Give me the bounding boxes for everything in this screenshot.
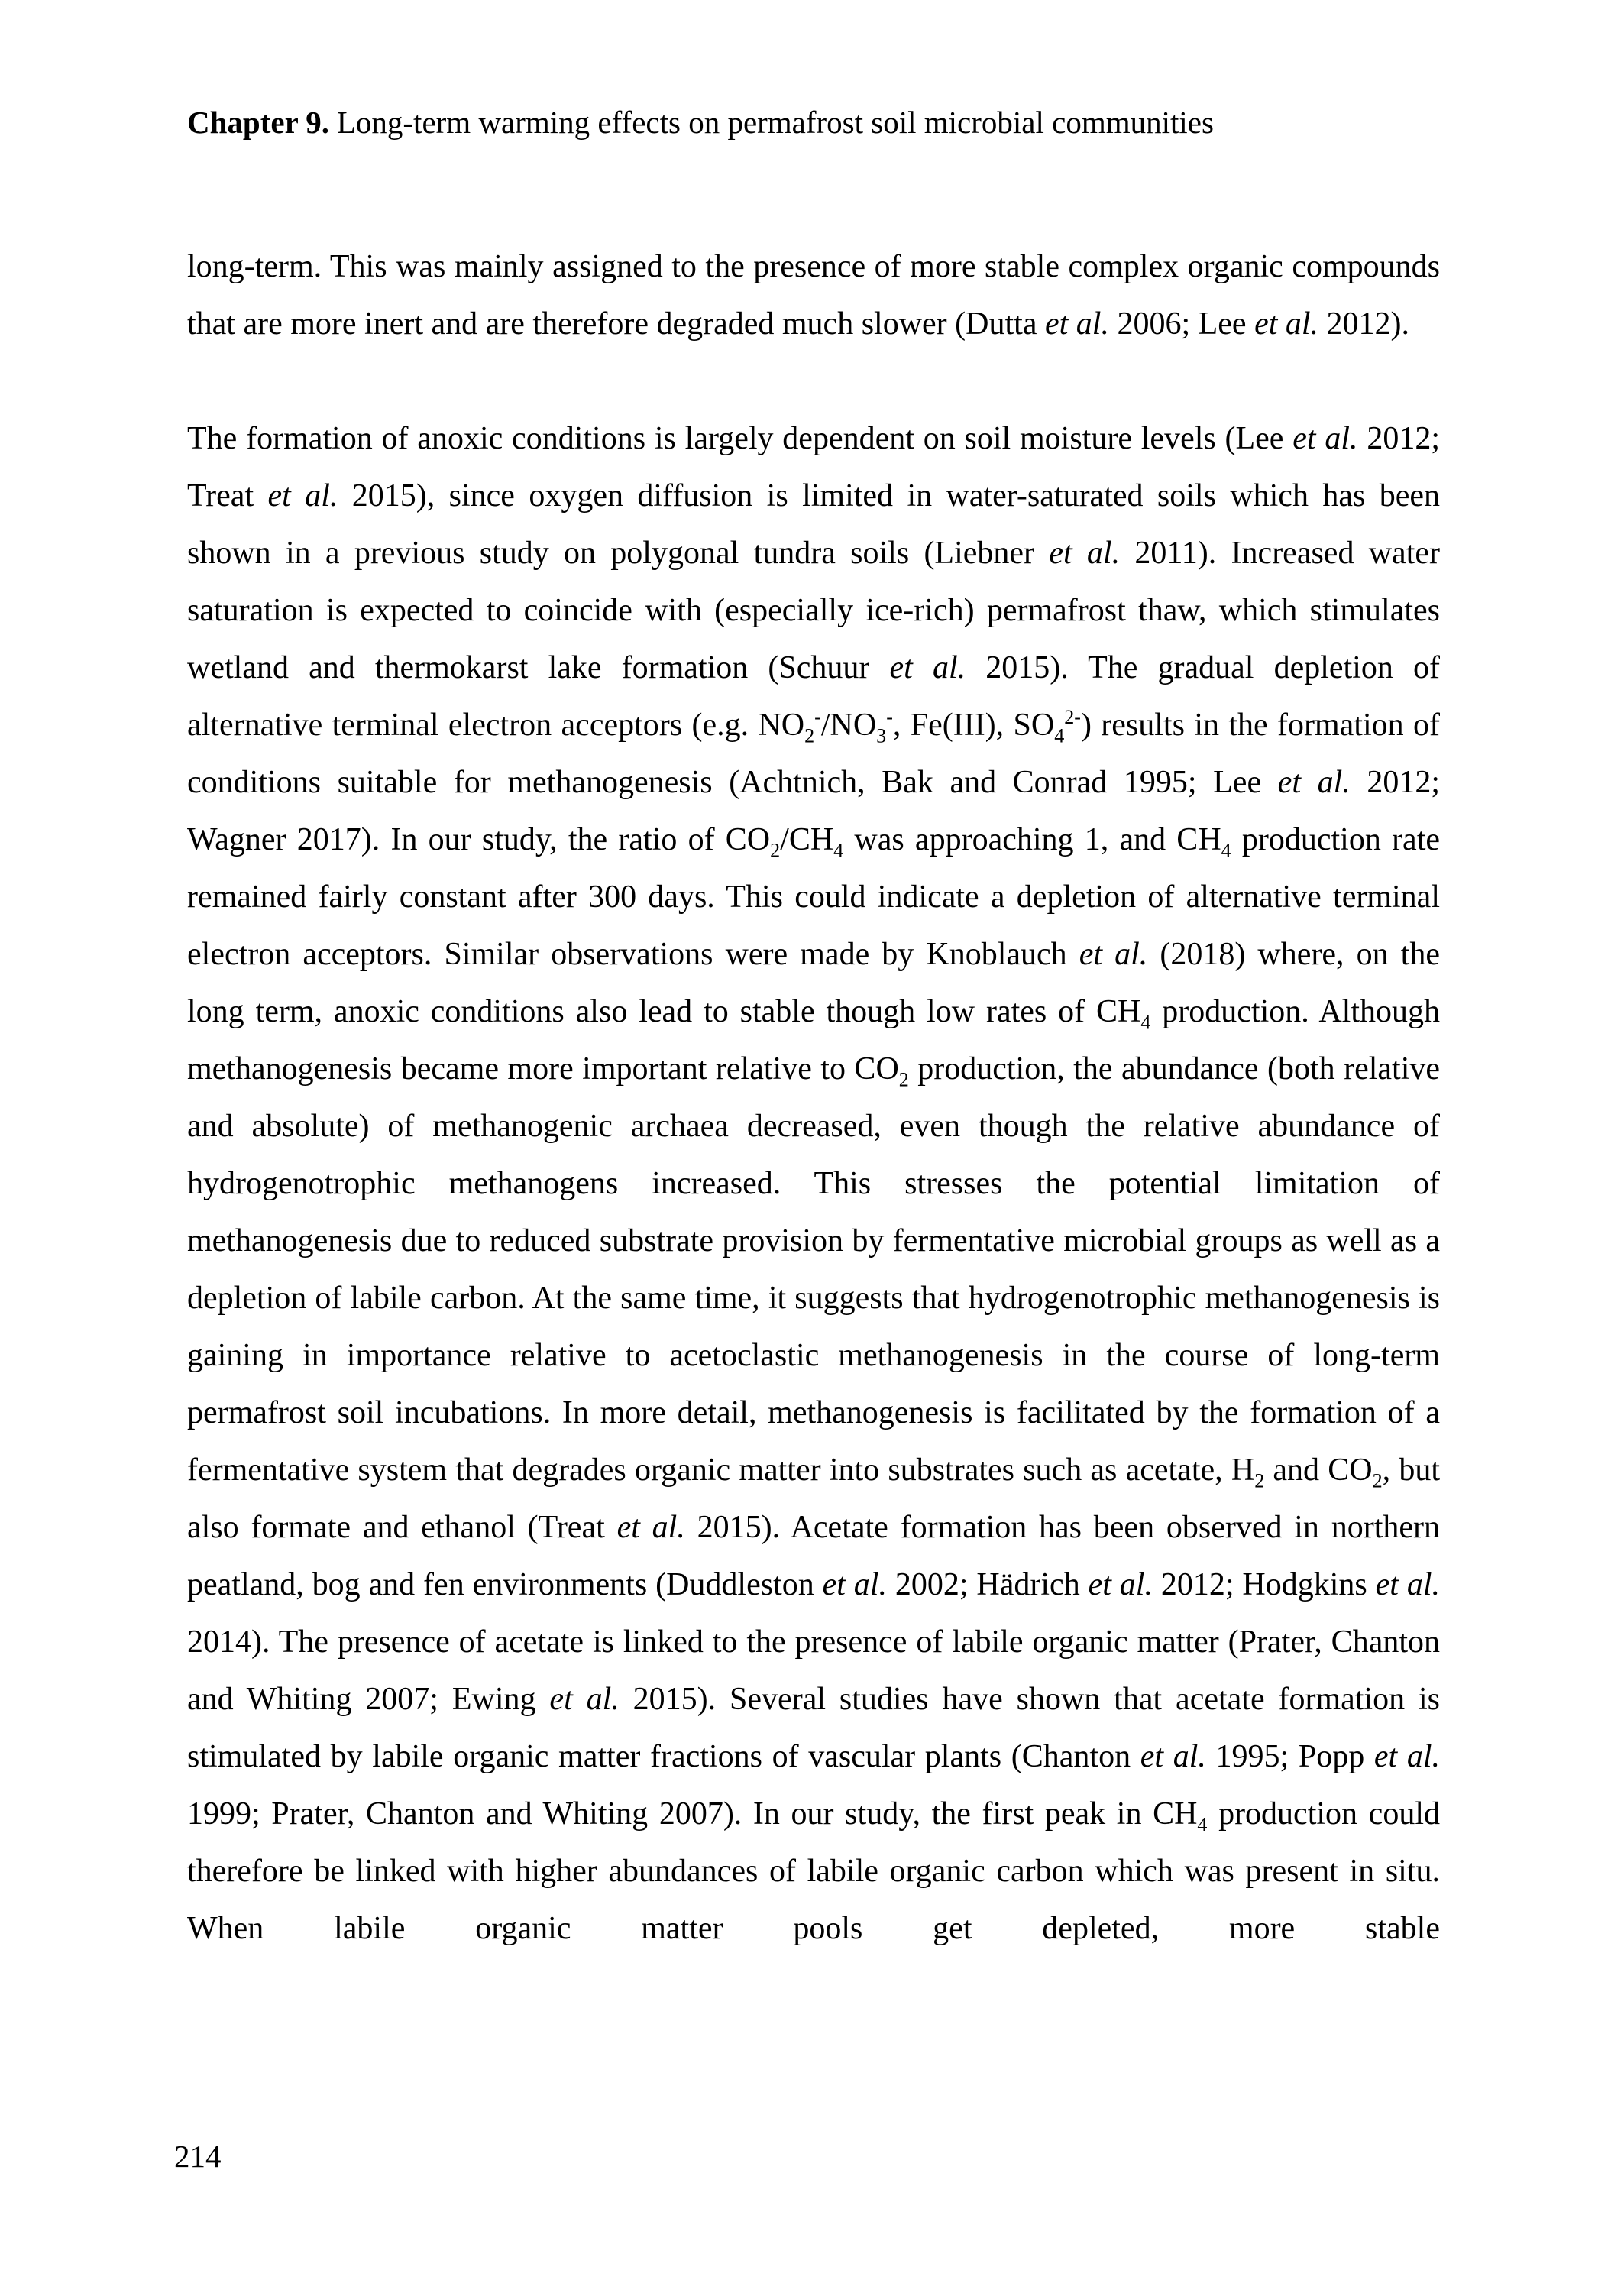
text-run: (2018) where, on the long term, anoxic conditions also lead to stable though low rates of CH <box>187 937 1440 1029</box>
text-run: 2012; Wagner 2017). In our study, the ratio of CO <box>187 765 1440 857</box>
page-number: 214 <box>174 2139 222 2174</box>
text-run: et al. <box>267 478 338 513</box>
paragraph-2 <box>187 410 1440 1958</box>
text-run: 2015), since oxygen diffusion is limited in water-saturated soils which has been shown in a previous study on polygonal tundra soils (Liebner <box>187 478 1441 571</box>
text-run: et al. <box>616 1510 685 1545</box>
text-run: 2012; Hodgkins <box>1152 1567 1376 1602</box>
text-run: 4 <box>833 839 844 862</box>
text-run: 2 <box>770 839 781 862</box>
text-run: production, the abundance (both relative and absolute) of methanogenic archaea decreased, even though the relative abundance of hydrogenotrophic methanogens increased. This stresses the potential limitation of methanogenesis due to reduced substrate provision by fermentative microbial groups as well as a depletion of labile carbon. At the same time, it suggests that hydrogenotrophic methanogenesis is gaining in importance relative to acetoclastic methanogenesis in the course of long-term permafrost soil incubations. In more detail, methanogenesis is facilitated by the formation of a fermentative system that degrades organic matter into substrates such as acetate, H <box>187 1051 1440 1488</box>
text-run: 4 <box>1197 1813 1208 1836</box>
text-run: et al. <box>1373 1739 1441 1774</box>
text-run: was approaching 1, and CH <box>843 822 1221 857</box>
text-run: ) results in the formation of conditions suitable for methanogenesis (Achtnich, Bak and Conrad 1995; Lee <box>187 708 1441 800</box>
text-run: , but also formate and ethanol (Treat <box>187 1453 1441 1545</box>
text-run: 2011). Increased water saturation is expected to coincide with (especially ice-rich) permafrost thaw, which stimulates wetland and thermokarst lake formation (Schuur <box>187 536 1440 685</box>
text-run: production could therefore be linked with higher abundances of labile organic carbon which was present in situ. When labile organic matter pools get depleted, more stable <box>187 1796 1440 1946</box>
chapter-label: Chapter 9. <box>187 105 330 140</box>
text-run: et al. <box>1277 765 1351 800</box>
chapter-title: Long-term warming effects on permafrost soil microbial communities <box>336 105 1214 140</box>
text-run: /NO <box>820 708 877 743</box>
text-run: et al. <box>1079 937 1148 972</box>
text-run: 2012; Treat <box>187 421 1440 513</box>
text-run: 4 <box>1221 839 1231 862</box>
text-run: 2 <box>1372 1469 1383 1492</box>
text-run: 3 <box>876 724 887 747</box>
running-header <box>187 0 1440 141</box>
text-run: 1995; Popp <box>1205 1739 1374 1774</box>
text-run: 2 <box>898 1068 909 1091</box>
body-text <box>187 238 1440 1958</box>
text-run: , Fe(III), SO <box>892 708 1055 743</box>
text-run: and CO <box>1264 1453 1373 1488</box>
text-run: 2015). Several studies have shown that acetate formation is stimulated by labile organic matter fractions of vascular plants (Chanton <box>187 1682 1441 1774</box>
text-run: 2014). The presence of acetate is linked to the presence of labile organic matter (Prater, Chanton and Whiting 2007; Ewing <box>187 1624 1440 1717</box>
text-run: et al. <box>1375 1567 1441 1602</box>
text-run: 2012). <box>1318 306 1410 342</box>
text-run: 2006; Lee <box>1108 306 1255 342</box>
text-run: /CH <box>780 822 834 857</box>
text-run: et al. <box>1088 1567 1153 1602</box>
text-run: 4 <box>1054 724 1065 747</box>
text-run: 2002; Hädrich <box>886 1567 1089 1602</box>
text-run: et al. <box>1044 306 1109 342</box>
text-run: et al. <box>889 650 966 685</box>
text-run: et al. <box>549 1682 620 1717</box>
text-run: et al. <box>822 1567 887 1602</box>
text-run: et al. <box>1049 536 1121 571</box>
text-run: production rate remained fairly constant after 300 days. This could indicate a depletion of alternative terminal electron acceptors. Similar observations were made by Knoblauch <box>187 822 1441 972</box>
text-run: 1999; Prater, Chanton and Whiting 2007). In our study, the first peak in CH <box>187 1796 1198 1831</box>
text-run: production. Although methanogenesis became more important relative to CO <box>187 994 1441 1087</box>
text-run: 4 <box>1140 1011 1151 1034</box>
text-run: et al. <box>1292 421 1358 456</box>
text-run: 2 <box>804 724 815 747</box>
text-run: The formation of anoxic conditions is largely dependent on soil moisture levels (Lee <box>187 421 1293 456</box>
text-run: et al. <box>1140 1739 1206 1774</box>
text-run: 2015). Acetate formation has been observed in northern peatland, bog and fen environments (Duddleston <box>187 1510 1440 1602</box>
text-run: 2015). The gradual depletion of alternative terminal electron acceptors (e.g. NO <box>187 650 1440 743</box>
text-run: - <box>814 706 821 728</box>
text-run: - <box>886 706 893 728</box>
text-run: 2 <box>1254 1469 1265 1492</box>
paragraph-1 <box>187 238 1440 353</box>
text-run: long-term. This was mainly assigned to the presence of more stable complex organic compounds that are more inert and are therefore degraded much slower (Dutta <box>187 249 1440 342</box>
text-run: 2- <box>1064 706 1081 728</box>
text-run: et al. <box>1254 306 1319 342</box>
